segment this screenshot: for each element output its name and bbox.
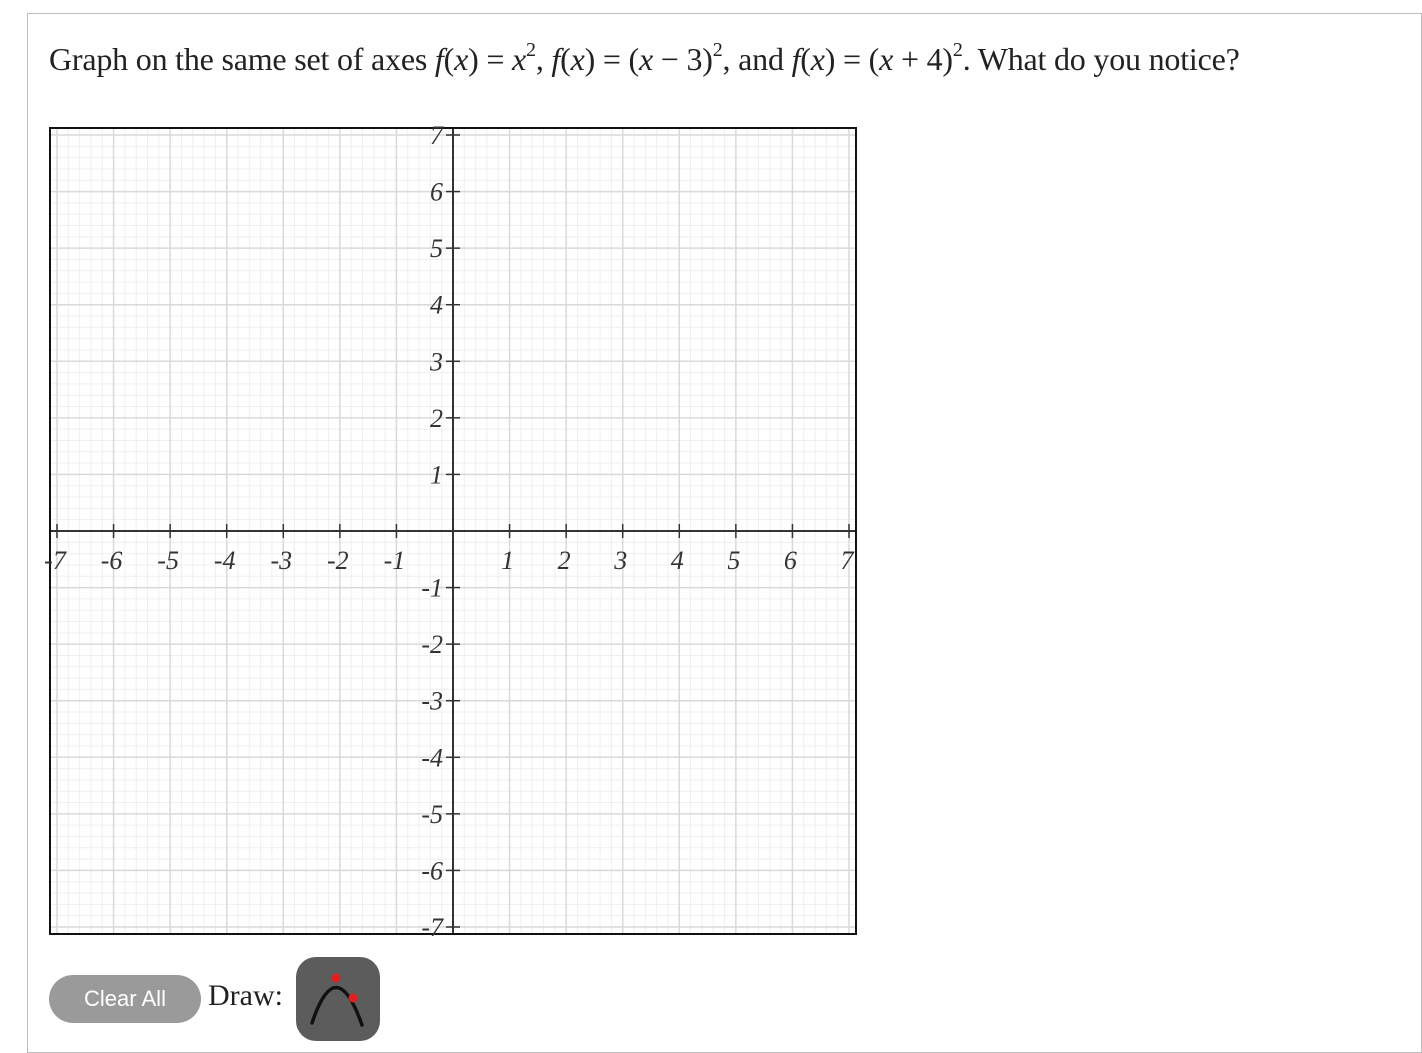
shift-value: 4 xyxy=(926,41,943,77)
x-tick-label: 6 xyxy=(783,546,797,575)
y-tick-label: -5 xyxy=(421,799,443,829)
x-tick-label: -6 xyxy=(100,546,123,575)
func-rhs-var: x xyxy=(511,41,526,77)
control-point-icon xyxy=(349,994,358,1003)
coordinate-plane[interactable] xyxy=(44,121,855,942)
func-name: f xyxy=(434,41,444,77)
func-rhs-var: x xyxy=(879,41,894,77)
x-tick-label: -4 xyxy=(213,546,236,575)
parabola-icon xyxy=(296,957,380,1041)
func-name: f xyxy=(551,41,561,77)
question-text: Graph on the same set of axes $f(x) = x^2$, $f(x) = (x - 3)^2$, and $f(x) = (x + 4)^2$. What do you notice? xyxy=(49,39,1240,77)
x-tick-label: -7 xyxy=(44,546,66,575)
x-tick-label: -1 xyxy=(383,546,406,575)
y-tick-label: -2 xyxy=(421,630,443,660)
y-tick-label: -7 xyxy=(421,913,443,942)
y-tick-label: 5 xyxy=(430,234,443,264)
x-tick-label: 7 xyxy=(840,546,854,575)
y-tick-label: 6 xyxy=(430,177,443,207)
x-tick-label: -5 xyxy=(157,546,179,575)
y-tick-label: -6 xyxy=(421,856,443,886)
x-tick-label: 4 xyxy=(670,546,684,575)
parabola-tool-button[interactable] xyxy=(296,957,380,1041)
question-and: , and xyxy=(722,41,792,77)
func-name: f xyxy=(791,41,801,77)
x-tick-label: 2 xyxy=(557,546,571,575)
exponent: 2 xyxy=(952,39,963,61)
y-tick-label: -4 xyxy=(421,743,443,773)
graph-canvas[interactable] xyxy=(44,121,857,942)
x-tick-label: -2 xyxy=(327,546,349,575)
x-tick-label: -3 xyxy=(270,546,293,575)
y-tick-label: -1 xyxy=(421,573,443,603)
y-tick-label: -3 xyxy=(421,686,443,716)
clear-all-button[interactable]: Clear All xyxy=(49,975,201,1023)
y-tick-label: 7 xyxy=(430,121,443,150)
x-tick-label: 3 xyxy=(614,546,628,575)
vertex-point-icon xyxy=(332,974,341,983)
x-tick-label: 5 xyxy=(727,546,741,575)
question-intro: Graph on the same set of axes xyxy=(49,41,435,77)
exponent: 2 xyxy=(712,39,723,61)
func-var: x xyxy=(810,41,825,77)
func-var: x xyxy=(570,41,585,77)
x-tick-label: 1 xyxy=(501,546,515,575)
y-tick-label: 4 xyxy=(430,290,443,320)
y-tick-label: 1 xyxy=(430,460,443,490)
shift-value: 3 xyxy=(686,41,703,77)
question-tail: . What do you notice? xyxy=(962,41,1240,77)
exponent: 2 xyxy=(526,39,536,61)
y-tick-label: 2 xyxy=(430,403,443,433)
func-rhs-var: x xyxy=(638,41,653,77)
y-tick-label: 3 xyxy=(430,347,443,377)
func-var: x xyxy=(454,41,469,77)
draw-label: Draw: xyxy=(208,979,283,1012)
